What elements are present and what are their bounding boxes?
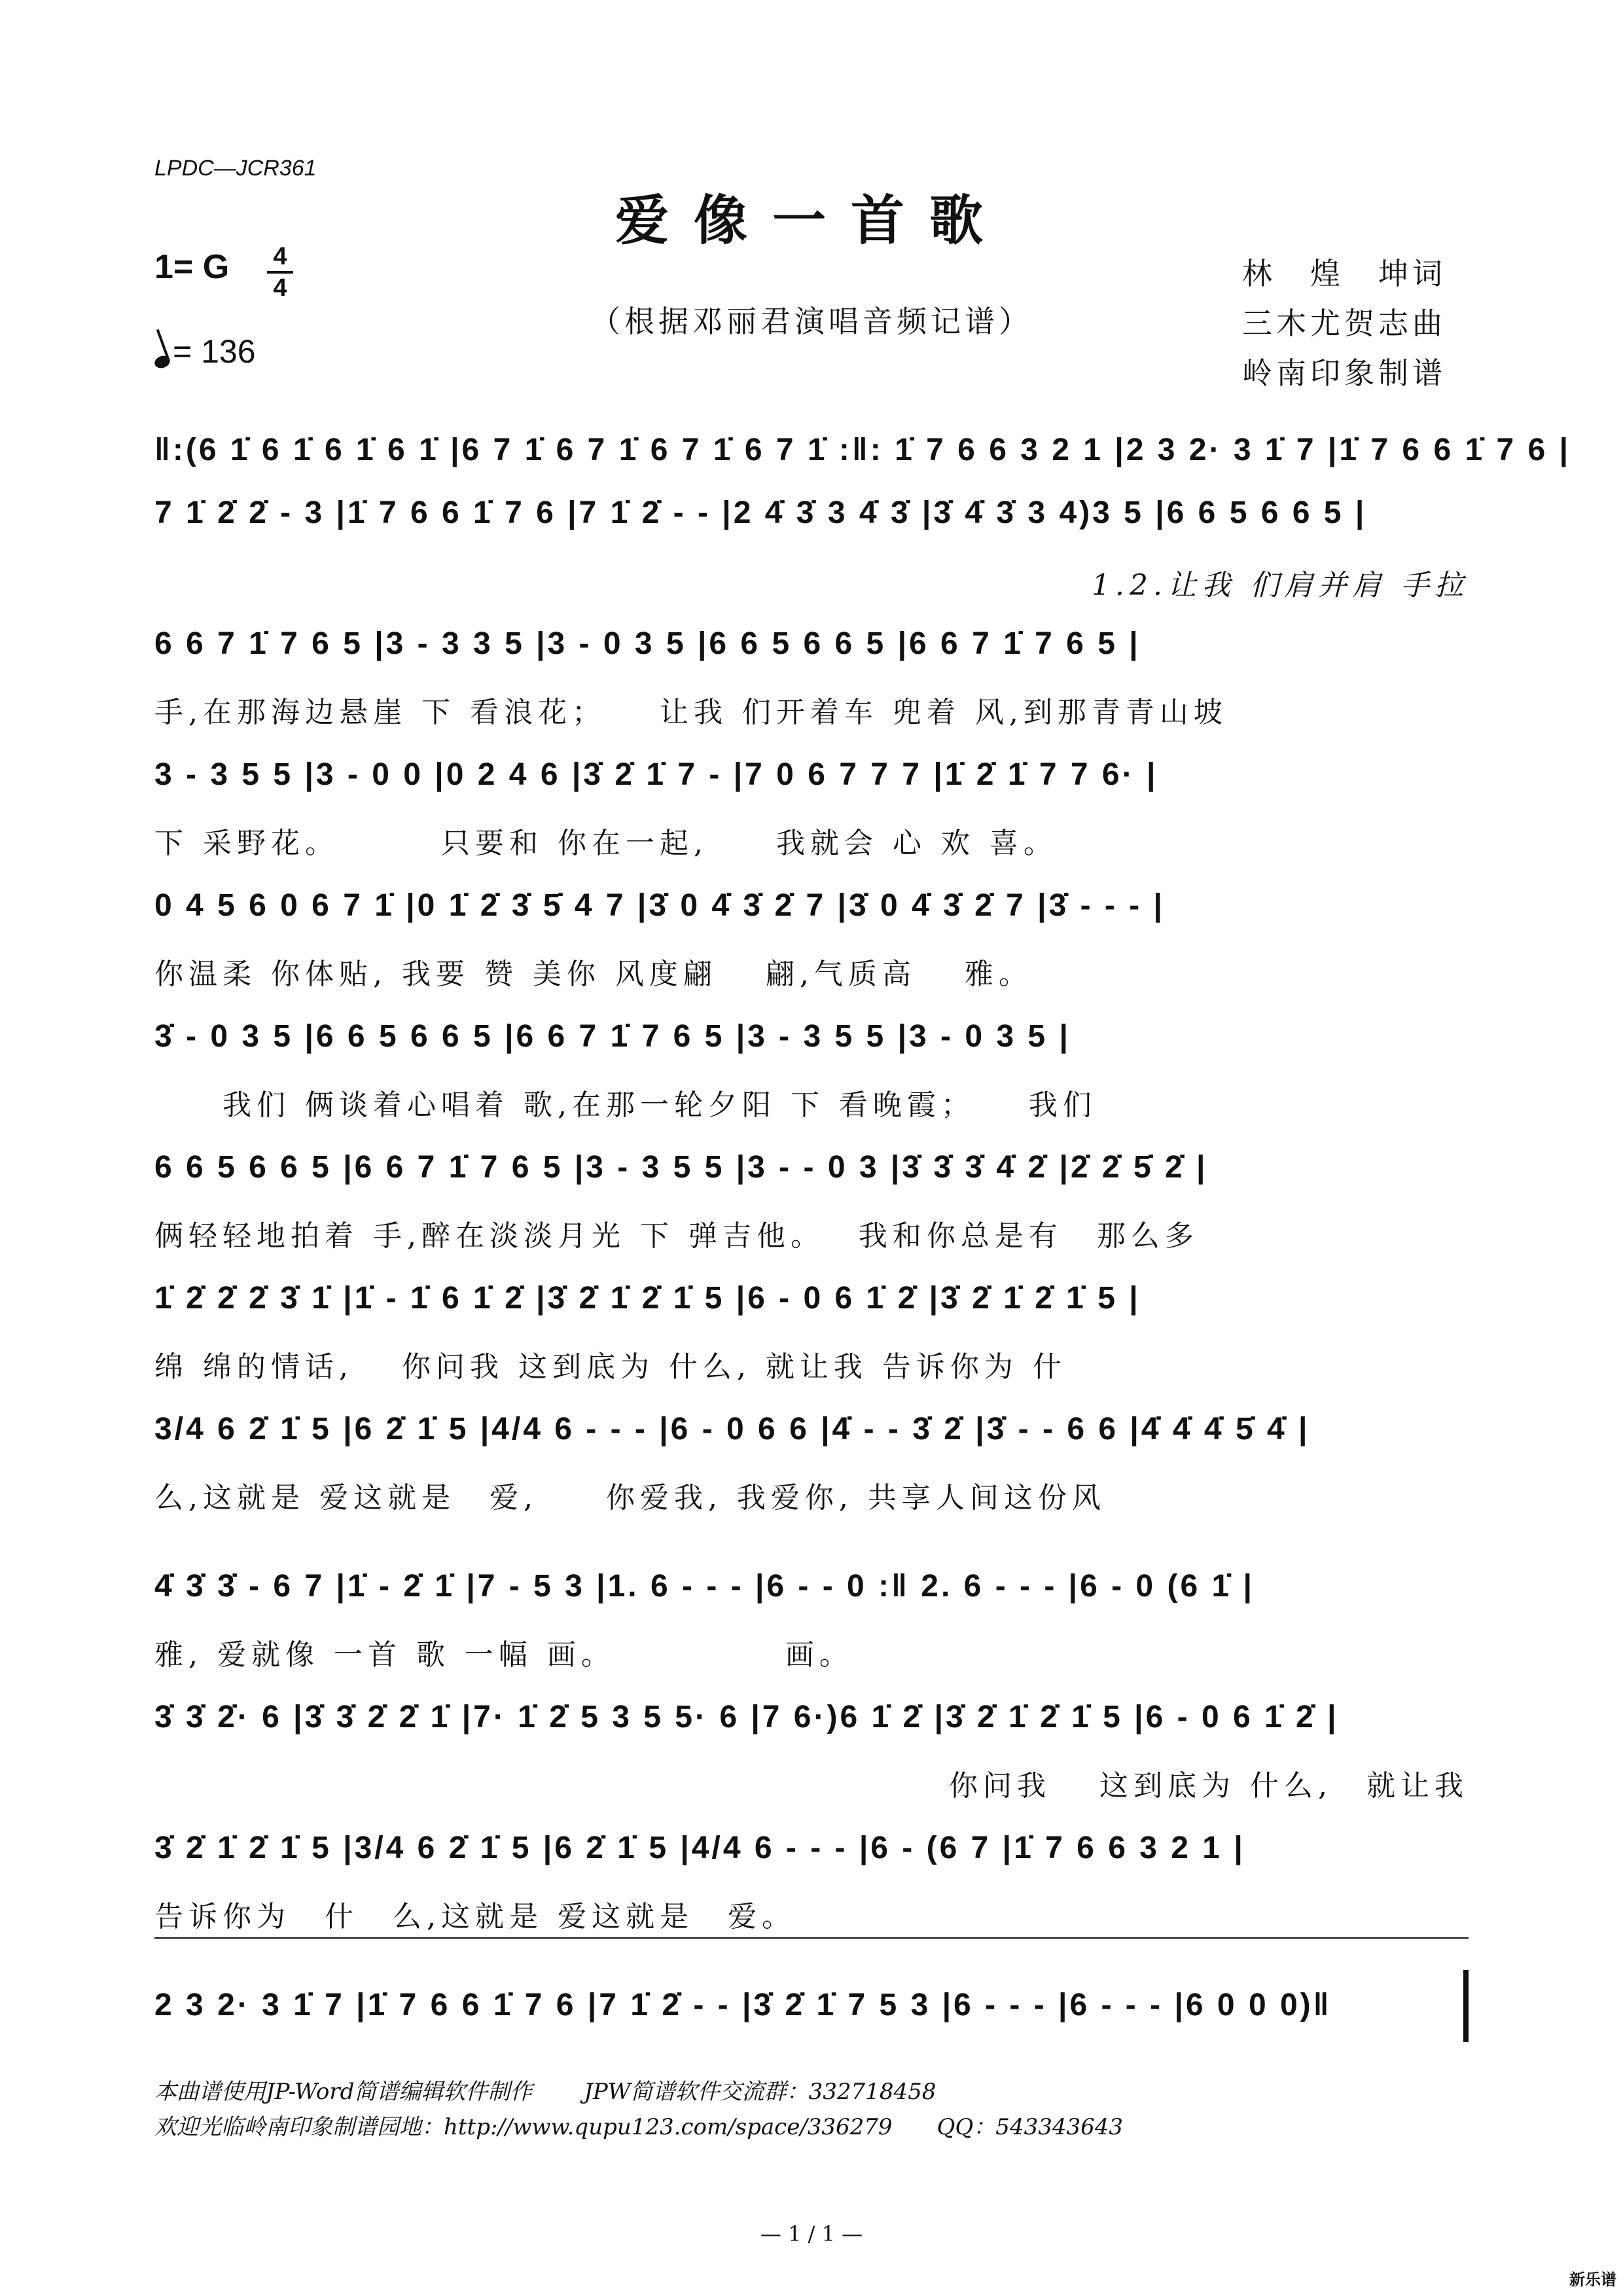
transcriber-credit: 岭南印象制谱 [1242, 355, 1446, 391]
score-row-5: 0 4 5 6 0 6 7 1̇ |0 1̇ 2̇ 3̇ 5̇ 4 7 |3̇ 0 4̇ 3̇ 2̇ 7 |3̇ 0 4̇ 3̇ 2̇ 7 |3̇ - - - | [154, 888, 1165, 923]
quarter-note-icon [153, 353, 172, 370]
lyric-row-10: 雅, 爱就像 一首 歌 一幅 画。 画。 [154, 1638, 853, 1672]
lyric-row-3: 手,在那海边悬崖 下 看浪花； 让我 们开着车 兜着 风,到那青青山坡 [154, 696, 1228, 729]
lyric-row-2: 1.2.让我 们肩并肩 手拉 [1092, 569, 1469, 602]
time-sig-bottom: 4 [273, 274, 287, 302]
final-barline [1463, 1970, 1469, 2042]
composer-credit: 三木尤贺志曲 [1242, 306, 1446, 341]
page-number: — 1 / 1 — [760, 2221, 863, 2246]
score-row-3: 6 6 7 1̇ 7 6 5 |3 - 3 3 5 |3 - 0 3 5 |6 6 5 6 6 5 |6 6 7 1̇ 7 6 5 | [154, 626, 1141, 661]
score-row-13: 2 3 2· 3 1̇ 7 |1̇ 7 6 6 1̇ 7 6 |7 1̇ 2̇ - - |3̇ 2̇ 1̇ 7 5 3 |6 - - - |6 - - - |6 0 0 0)‖ [154, 1988, 1332, 2022]
score-row-6: 3̇ - 0 3 5 |6 6 5 6 6 5 |6 6 7 1̇ 7 6 5 |3 - 3 5 5 |3 - 0 3 5 | [154, 1019, 1071, 1054]
lyric-row-8: 绵 绵的情话, 你问我 这到底为 什么, 就让我 告诉你为 什 [154, 1350, 1067, 1384]
score-row-2: 7 1̇ 2̇ 2̇ - 3 |1̇ 7 6 6 1̇ 7 6 |7 1̇ 2̇ - - |2 4̇ 3̇ 3 4̇ 3̇ |3̇ 4̇ 3̇ 3 4)3 5 |6 6 5 6 6 5 | [154, 495, 1367, 530]
key-signature: 1= G [154, 248, 230, 286]
score-row-4: 3 - 3 5 5 |3 - 0 0 |0 2 4 6 |3̇ 2̇ 1̇ 7 - |7 0 6 7 7 7 |1̇ 2̇ 1̇ 7 7 6· | [154, 757, 1158, 792]
time-sig-bar [267, 271, 293, 274]
score-row-12: 3̇ 2̇ 1̇ 2̇ 1̇ 5 |3/4 6 2̇ 1̇ 5 |6 2̇ 1̇ 5 |4/4 6 - - - |6 - (6 7 |1̇ 7 6 6 3 2 1 | [154, 1831, 1245, 1865]
score-row-8: 1̇ 2̇ 2̇ 2̇ 3̇ 1̇ |1̇ - 1̇ 6 1̇ 2̇ |3̇ 2̇ 1̇ 2̇ 1̇ 5 |6 - 0 6 1̇ 2̇ |3̇ 2̇ 1̇ 2̇ 1̇ 5 | [154, 1281, 1141, 1316]
score-row-7: 6 6 5 6 6 5 |6 6 7 1̇ 7 6 5 |3 - 3 5 5 |3 - - 0 3 |3̇ 3̇ 3̇ 4̇ 2̇ |2̇ 2̇ 5̇ 2̇ | [154, 1150, 1208, 1185]
watermark-logo: 新乐谱 [1569, 2271, 1616, 2289]
score-row-10: 4̇ 3̇ 3̇ - 6 7 |1̇ - 2̇ 1̇ |7 - 5 3 |1. 6 - - - |6 - - 0 :‖ 2. 6 - - - |6 - 0 (6 1̇ | [154, 1569, 1255, 1604]
tempo-value: = 136 [173, 333, 256, 370]
lyricist-credit: 林 煌 坤词 [1242, 256, 1446, 291]
subtitle: （根据邓丽君演唱音频记谱） [590, 304, 1033, 339]
score-row-11: 3̇ 3̇ 2̇· 6 |3̇ 3̇ 2̇ 2̇ 1̇ |7· 1̇ 2̇ 5 3 5 5· 6 |7 6·)6 1̇ 2̇ |3̇ 2̇ 1̇ 2̇ 1̇ 5 |6 - 0 6 1̇ 2̇ | [154, 1700, 1339, 1734]
lyric-row-9: 么,这就是 爱这就是 爱, 你爱我, 我爱你, 共享人间这份风 [154, 1481, 1106, 1515]
footer-line-2: 欢迎光临岭南印象制谱园地：http://www.qupu123.com/space/336279 QQ：543343643 [154, 2114, 1123, 2140]
lyric-row-5: 你温柔 你体贴, 我要 赞 美你 风度翩 翩,气质高 雅。 [154, 958, 1033, 991]
lyric-row-6: 我们 俩谈着心唱着 歌,在那一轮夕阳 下 看晚霞； 我们 [154, 1088, 1097, 1122]
score-row-1: ‖:(6 1̇ 6 1̇ 6 1̇ 6 1̇ |6 7 1̇ 6 7 1̇ 6 7 1̇ 6 7 1̇ :‖: 1̇ 7 6 6 3 2 1 |2 3 2· 3 1̇ 7 |1̇ 7 6 6 1̇ 7 6 | [154, 433, 1571, 467]
footer-line-1: 本曲谱使用JP-Word简谱编辑软件制作 JPW简谱软件交流群：332718458 [154, 2079, 936, 2105]
lyric-row-4: 下 采野花。 只要和 你在一起, 我就会 心 欢 喜。 [154, 827, 1058, 860]
tempo-marking [154, 332, 256, 370]
coda-bracket-line [154, 1937, 1469, 1939]
score-row-9: 3/4 6 2̇ 1̇ 5 |6 2̇ 1̇ 5 |4/4 6 - - - |6 - 0 6 6 |4̇ - - 3̇ 2̇ |3̇ - - 6 6 |4̇ 4̇ 4̇ 5̇ 4̇ | [154, 1412, 1310, 1446]
lyric-row-7: 俩轻轻地拍着 手,醉在淡淡月光 下 弹吉他。 我和你总是有 那么多 [154, 1219, 1199, 1253]
lyric-row-11: 你问我 这到底为 什么, 就让我 [949, 1769, 1469, 1803]
page-title: 爱像一首歌 [615, 189, 1008, 252]
score-code: LPDC—JCR361 [154, 156, 317, 181]
lyric-row-12: 告诉你为 什 么,这就是 爱这就是 爱。 [154, 1900, 796, 1933]
time-sig-top: 4 [273, 243, 287, 270]
credits [1242, 249, 1446, 398]
time-signature [267, 243, 293, 301]
